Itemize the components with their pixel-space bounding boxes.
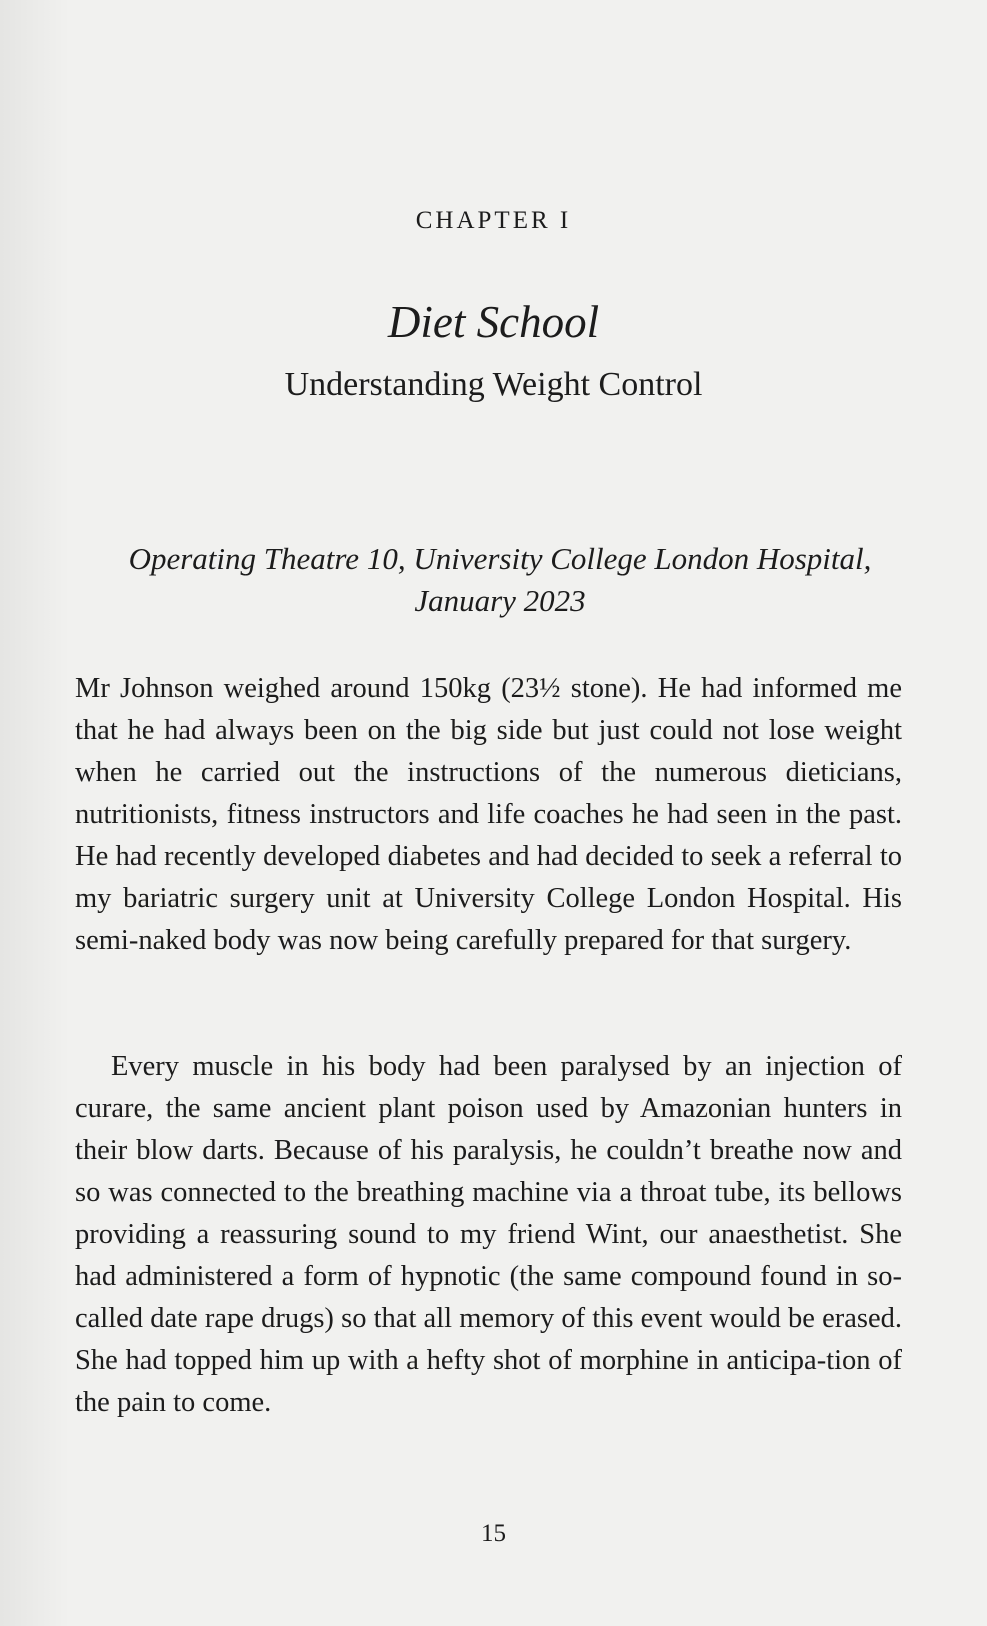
chapter-label: CHAPTER I xyxy=(415,207,572,234)
body-paragraph: Every muscle in his body had been paralysed by an injection of curare, the same ancient plant poison used by Amazonian hunters in their blow darts. Because of his paralysis, he couldn’t breathe now and so was connected to the breathing machine via a throat tube, its bellows providing a reassuring sound to my friend Wint, our anaesthetist. She had administered a form of hypnotic (the same compound found in so-called date rape drugs) so that all memory of this event would be erased. She had topped him up with a hefty shot of morphine in anticipa-tion of the pain to come. xyxy=(75,1051,902,1418)
page-number: 15 xyxy=(481,1520,506,1547)
body-paragraph: Mr Johnson weighed around 150kg (23½ stone). He had informed me that he had always been on the big side but just could not lose weight when he carried out the instructions of the numerous dieticians, nutritionists, fitness instructors and life coaches he had seen in the past. He had recently developed diabetes and had decided to seek a referral to my bariatric surgery unit at University College London Hospital. His semi-naked body was now being carefully prepared for that surgery. xyxy=(75,673,902,956)
section-location-heading: Operating Theatre 10, University College London Hospital, January 2023 xyxy=(128,541,872,618)
chapter-subtitle: Understanding Weight Control xyxy=(284,366,703,403)
chapter-title: Diet School xyxy=(387,297,600,347)
page-gutter-shadow xyxy=(0,0,70,1626)
